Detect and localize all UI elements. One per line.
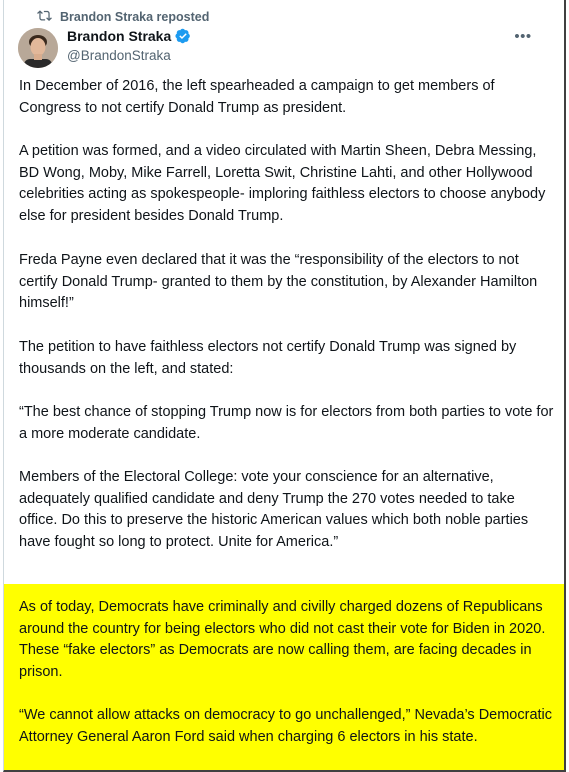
repost-label: Brandon Straka reposted xyxy=(60,10,210,24)
tweet-card xyxy=(3,0,566,772)
tweet-paragraph: Freda Payne even declared that it was the “responsibility of the electors to not certify Donald Trump- granted to them by the constitution, by Alexander Hamilton himself!” xyxy=(19,252,538,312)
avatar[interactable] xyxy=(18,28,58,68)
author-name[interactable]: Brandon Straka xyxy=(67,28,172,44)
tweet-paragraph-highlighted: As of today, Democrats have criminally and civilly charged dozens of Republicans around the country for being electors who did not cast their vote for Biden in 2020. These “fake electors” as Democrats are now calling them, are facing decades in prison. xyxy=(19,599,546,681)
tweet-paragraph-highlighted: “We cannot allow attacks on democracy to go unchallenged,” Nevada’s Democratic Attorney General Aaron Ford said when charging 6 electors in his state. xyxy=(19,707,553,745)
author-name-row[interactable] xyxy=(67,28,191,44)
repost-icon xyxy=(37,8,52,26)
tweet-paragraph: A petition was formed, and a video circulated with Martin Sheen, Debra Messing, BD Wong, Moby, Mike Farrell, Loretta Swit, Christine Lahti, and other Hollywood celebrities acting as spokespeople- imploring faithless electors to choose anybody else for president besides Donald Trump. xyxy=(19,143,546,225)
author-handle[interactable]: @BrandonStraka xyxy=(67,48,171,63)
tweet-paragraph: “The best chance of stopping Trump now is for electors from both parties to vote for a more moderate candidate. xyxy=(19,404,554,442)
verified-badge-icon xyxy=(175,28,191,44)
tweet-paragraph: In December of 2016, the left spearheaded a campaign to get members of Congress to not certify Donald Trump as president. xyxy=(19,78,495,116)
repost-indicator[interactable] xyxy=(37,8,209,26)
tweet-paragraph: Members of the Electoral College: vote your conscience for an alternative, adequately qualified candidate and deny Trump the 270 votes needed to take office. Do this to preserve the historic American values which both noble parties have fought so long to protect. Unite for America.” xyxy=(19,469,529,551)
tweet-paragraph: The petition to have faithless electors not certify Donald Trump was signed by thousands on the left, and stated: xyxy=(19,339,517,377)
more-options-icon[interactable]: ••• xyxy=(514,27,532,45)
